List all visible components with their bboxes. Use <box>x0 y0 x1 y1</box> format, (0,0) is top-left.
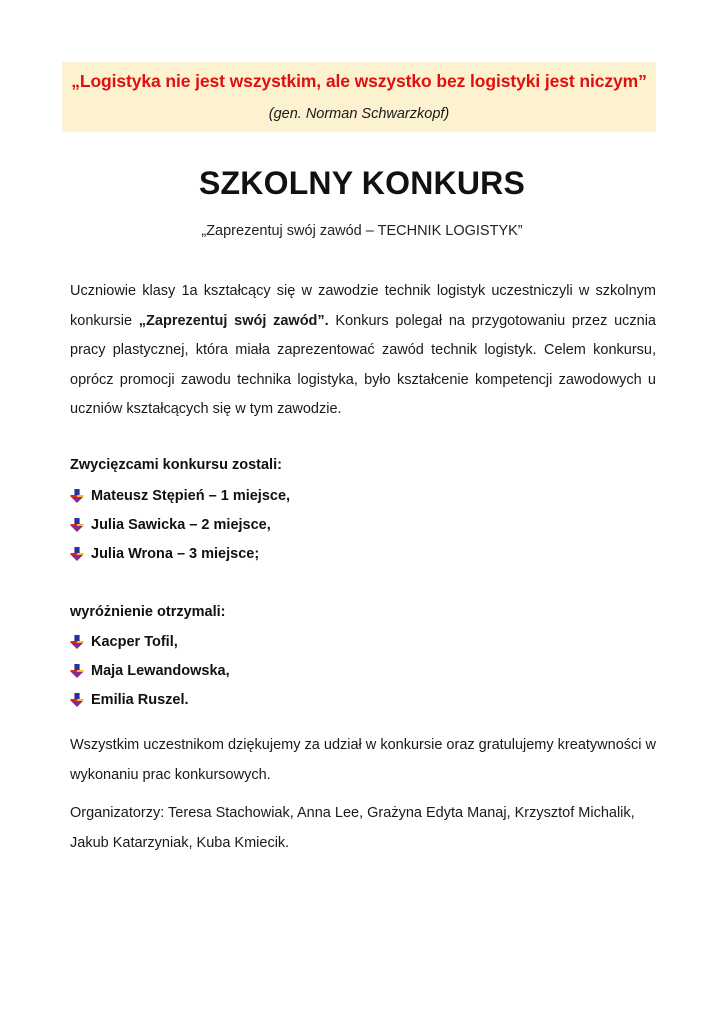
intro-contest-name: „Zaprezentuj swój zawód”. <box>138 312 329 329</box>
contest-subtitle: „Zaprezentuj swój zawód – TECHNIK LOGISTYK” <box>201 223 523 239</box>
list-item <box>70 510 290 539</box>
honorable-name: Kacper Tofil, <box>91 633 178 650</box>
list-item <box>70 539 290 568</box>
organizers-line-2: Jakub Katarzyniak, Kuba Kmiecik. <box>70 835 290 851</box>
honorable-name: Maja Lewandowska, <box>91 662 230 679</box>
winner-name: Julia Wrona – 3 miejsce; <box>91 545 260 562</box>
honorable-name: Emilia Ruszel. <box>91 691 189 708</box>
arrow-down-bullet-icon <box>70 635 84 649</box>
arrow-down-bullet-icon <box>70 664 84 678</box>
organizers-line-1: Organizatorzy: Teresa Stachowiak, Anna Lee, Grażyna Edyta Manaj, Krzysztof Michalik, <box>70 805 635 821</box>
winners-heading: Zwycięzcami konkursu zostali: <box>70 457 282 473</box>
arrow-down-bullet-icon <box>70 547 84 561</box>
list-item <box>70 481 290 510</box>
list-item <box>70 685 230 714</box>
winner-name: Julia Sawicka – 2 miejsce, <box>91 516 271 533</box>
quote-author: (gen. Norman Schwarzkopf) <box>268 106 450 122</box>
arrow-down-bullet-icon <box>70 518 84 532</box>
organizers-paragraph <box>70 798 656 858</box>
arrow-down-bullet-icon <box>70 489 84 503</box>
honorable-heading: wyróżnienie otrzymali: <box>70 604 226 620</box>
intro-text-part1: Uczniowie klasy 1a kształcący się w zawodzie technik logistyk uczestniczyli w szkolnym konkursie <box>70 283 656 329</box>
arrow-down-bullet-icon <box>70 693 84 707</box>
thanks-paragraph: Wszystkim uczestnikom dziękujemy za udział w konkursie oraz gratulujemy kreatywności w wykonaniu prac konkursowych. <box>70 737 656 783</box>
intro-text-part2: Konkurs polegał na przygotowaniu przez ucznia pracy plastycznej, która miała zaprezentować zawód technik logistyk. Celem konkursu, oprócz promocji zawodu technika logistyka, było kształcenie kompetencji zawodowych u uczniów kształcących się w tym zawodzie. <box>70 312 656 417</box>
quote-box <box>62 62 656 132</box>
quote-text: „Logistyka nie jest wszystkim, ale wszystko bez logistyki jest niczym” <box>71 71 647 91</box>
intro-paragraph <box>70 277 656 425</box>
winners-list <box>70 481 290 568</box>
honorable-list <box>70 627 230 714</box>
list-item <box>70 627 230 656</box>
page-title: SZKOLNY KONKURS <box>199 165 525 201</box>
list-item <box>70 656 230 685</box>
winner-name: Mateusz Stępień – 1 miejsce, <box>91 487 291 504</box>
